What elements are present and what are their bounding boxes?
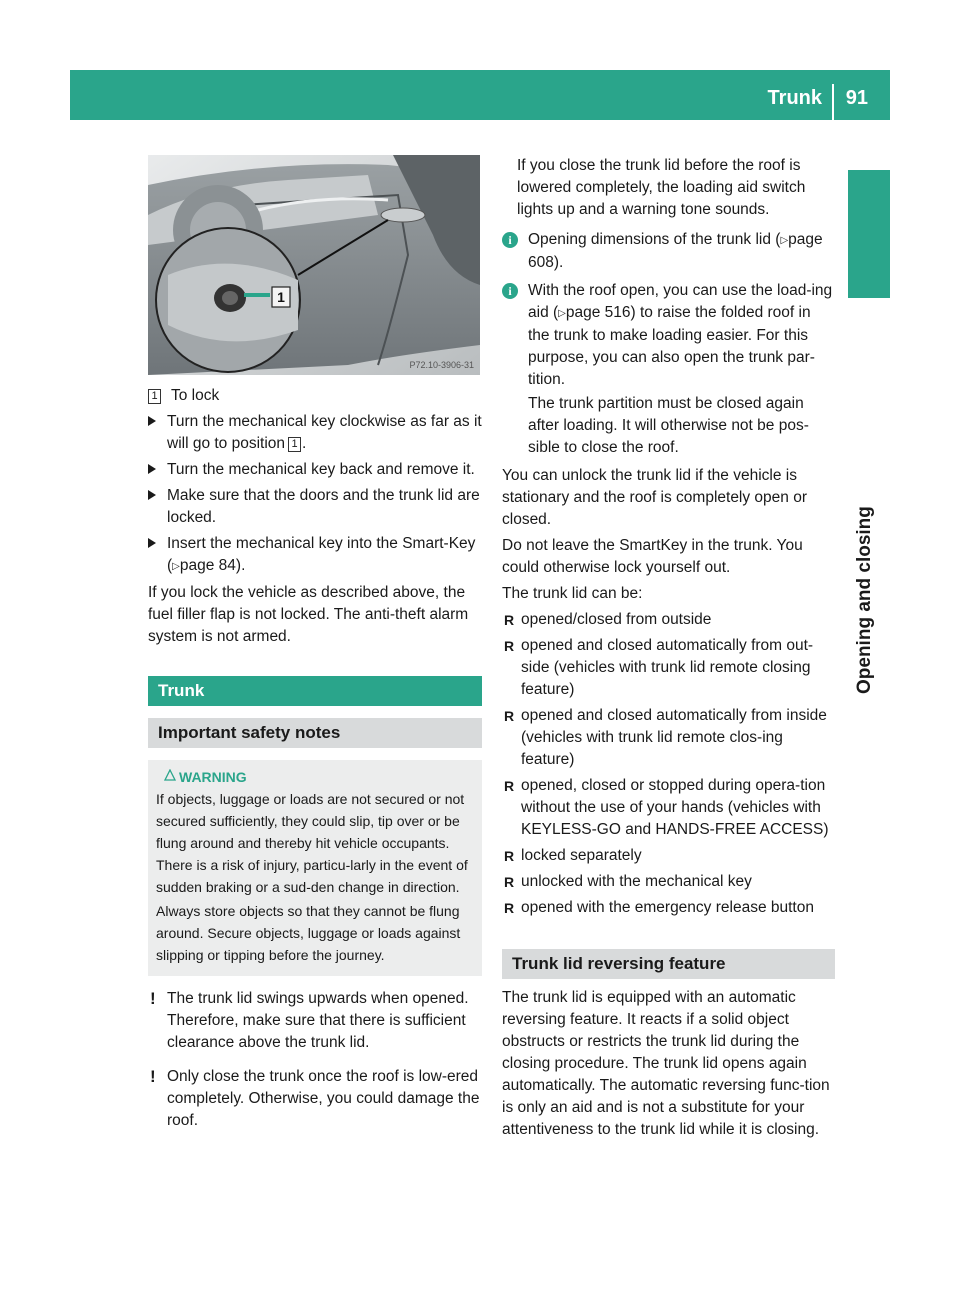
page-ref-link[interactable]: page 84). xyxy=(179,557,246,574)
step-arrow-icon xyxy=(148,416,156,426)
note-item: ! Only close the trunk once the roof is low-ered completely. Otherwise, you could damage the roof. xyxy=(150,1067,480,1129)
list-item: R opened, closed or stopped during opera-tion without the use of your hands (vehicles with KEYLESS-GO and HANDS-FREE ACCESS) xyxy=(504,777,829,838)
subsection-title: Important safety notes xyxy=(148,718,482,748)
header-title: Trunk xyxy=(767,87,822,109)
body-paragraph: You can unlock the trunk lid if the vehicle is stationary and the roof is completely open or closed. xyxy=(502,467,808,528)
step-item: Turn the mechanical key clockwise as far as it will go to position 1 . xyxy=(148,411,482,455)
warning-text: Always store objects so that they cannot be flung around. Secure objects, luggage or loads against slipping or tipping before the journey. xyxy=(156,903,461,963)
warning-heading: WARNING xyxy=(156,766,474,788)
page-header xyxy=(70,70,890,120)
step-arrow-icon xyxy=(148,538,156,548)
step-arrow-icon xyxy=(148,464,156,474)
step-arrow-icon xyxy=(148,490,156,500)
list-item: R opened and closed automatically from out-side (vehicles with trunk lid remote closing feature) xyxy=(504,637,814,698)
side-tab-block xyxy=(848,170,890,298)
list-item: R unlocked with the mechanical key xyxy=(504,873,752,890)
reversing-paragraph: The trunk lid is equipped with an automatic reversing feature. It reacts if a solid object obstructs or restricts the trunk lid during the closing procedure. The trunk lid opens again automatically. The automatic reversing func-tion is only an aid and is not a substitute for your attentiveness to the trunk lid while it is closing. xyxy=(502,989,830,1138)
list-item: R opened/closed from outside xyxy=(504,611,712,628)
side-tab-label: Opening and closing xyxy=(854,506,875,694)
step-item: Turn the mechanical key back and remove it. xyxy=(148,459,482,481)
page-ref-link[interactable]: page 608). xyxy=(528,231,823,271)
page-ref-icon: ▷ xyxy=(558,308,566,319)
warning-text: If objects, luggage or loads are not secured or not secured sufficiently, they could slip, tip over or be flung around and thereby hit vehicle occupants. There is a risk of injury, particu-larly in the event of sudden braking or a sud-den change in direction. xyxy=(156,791,468,895)
list-item: R opened and closed automatically from inside (vehicles with trunk lid remote clos-ing feature) xyxy=(504,707,827,768)
note-item: ! The trunk lid swings upwards when opened. Therefore, make sure that there is sufficient clearance above the trunk lid. xyxy=(150,989,469,1051)
page-number: 91 xyxy=(845,87,868,109)
section-title: Trunk xyxy=(148,676,482,706)
info-note: i Opening dimensions of the trunk lid (▷page 608). xyxy=(502,229,835,274)
intro-paragraph: If you close the trunk lid before the roof is lowered completely, the loading aid switch lights up and a warning tone sounds. xyxy=(517,157,806,218)
door-lock-photo xyxy=(148,155,480,375)
header-divider xyxy=(832,84,834,120)
list-item: R locked separately xyxy=(504,847,642,864)
step-item: Insert the mechanical key into the Smart-Key (▷page 84). xyxy=(148,533,482,578)
page-ref-icon: ▷ xyxy=(172,561,180,572)
right-column xyxy=(502,155,835,1145)
warning-triangle-icon xyxy=(164,769,176,781)
list-item: R opened with the emergency release button xyxy=(504,899,814,916)
exclamation-icon: ! xyxy=(150,989,156,1008)
legend-item: 1 To lock xyxy=(148,385,482,407)
page-ref-icon: ▷ xyxy=(780,235,789,246)
warning-box xyxy=(148,760,482,976)
page-ref-link[interactable]: page 516) to raise the folded roof in the trunk to make loading easier. For this purpose, you can also open the trunk par-tition. xyxy=(528,304,815,388)
photo-callout-1: 1 xyxy=(277,289,285,305)
body-paragraph: The trunk lid can be: xyxy=(502,585,643,602)
subsection-title: Trunk lid reversing feature xyxy=(502,949,835,979)
step-item: Make sure that the doors and the trunk lid are locked. xyxy=(148,485,482,529)
photo-code: P72.10-3906-31 xyxy=(409,360,474,370)
info-icon: i xyxy=(502,283,518,299)
body-paragraph: Do not leave the SmartKey in the trunk. You could otherwise lock yourself out. xyxy=(502,537,803,576)
exclamation-icon: ! xyxy=(150,1067,156,1086)
info-icon: i xyxy=(502,232,518,248)
left-column xyxy=(148,155,482,1132)
lock-paragraph: If you lock the vehicle as described above, the fuel filler flap is not locked. The anti-theft alarm system is not armed. xyxy=(148,584,469,645)
info-note: i With the roof open, you can use the load-ing aid (▷page 516) to raise the folded roof in the trunk to make loading easier. For this purpose, you can also open the trunk par-tition. The trunk partition must be closed again after loading. It will otherwise not be pos-sible to close the roof. xyxy=(502,280,835,459)
